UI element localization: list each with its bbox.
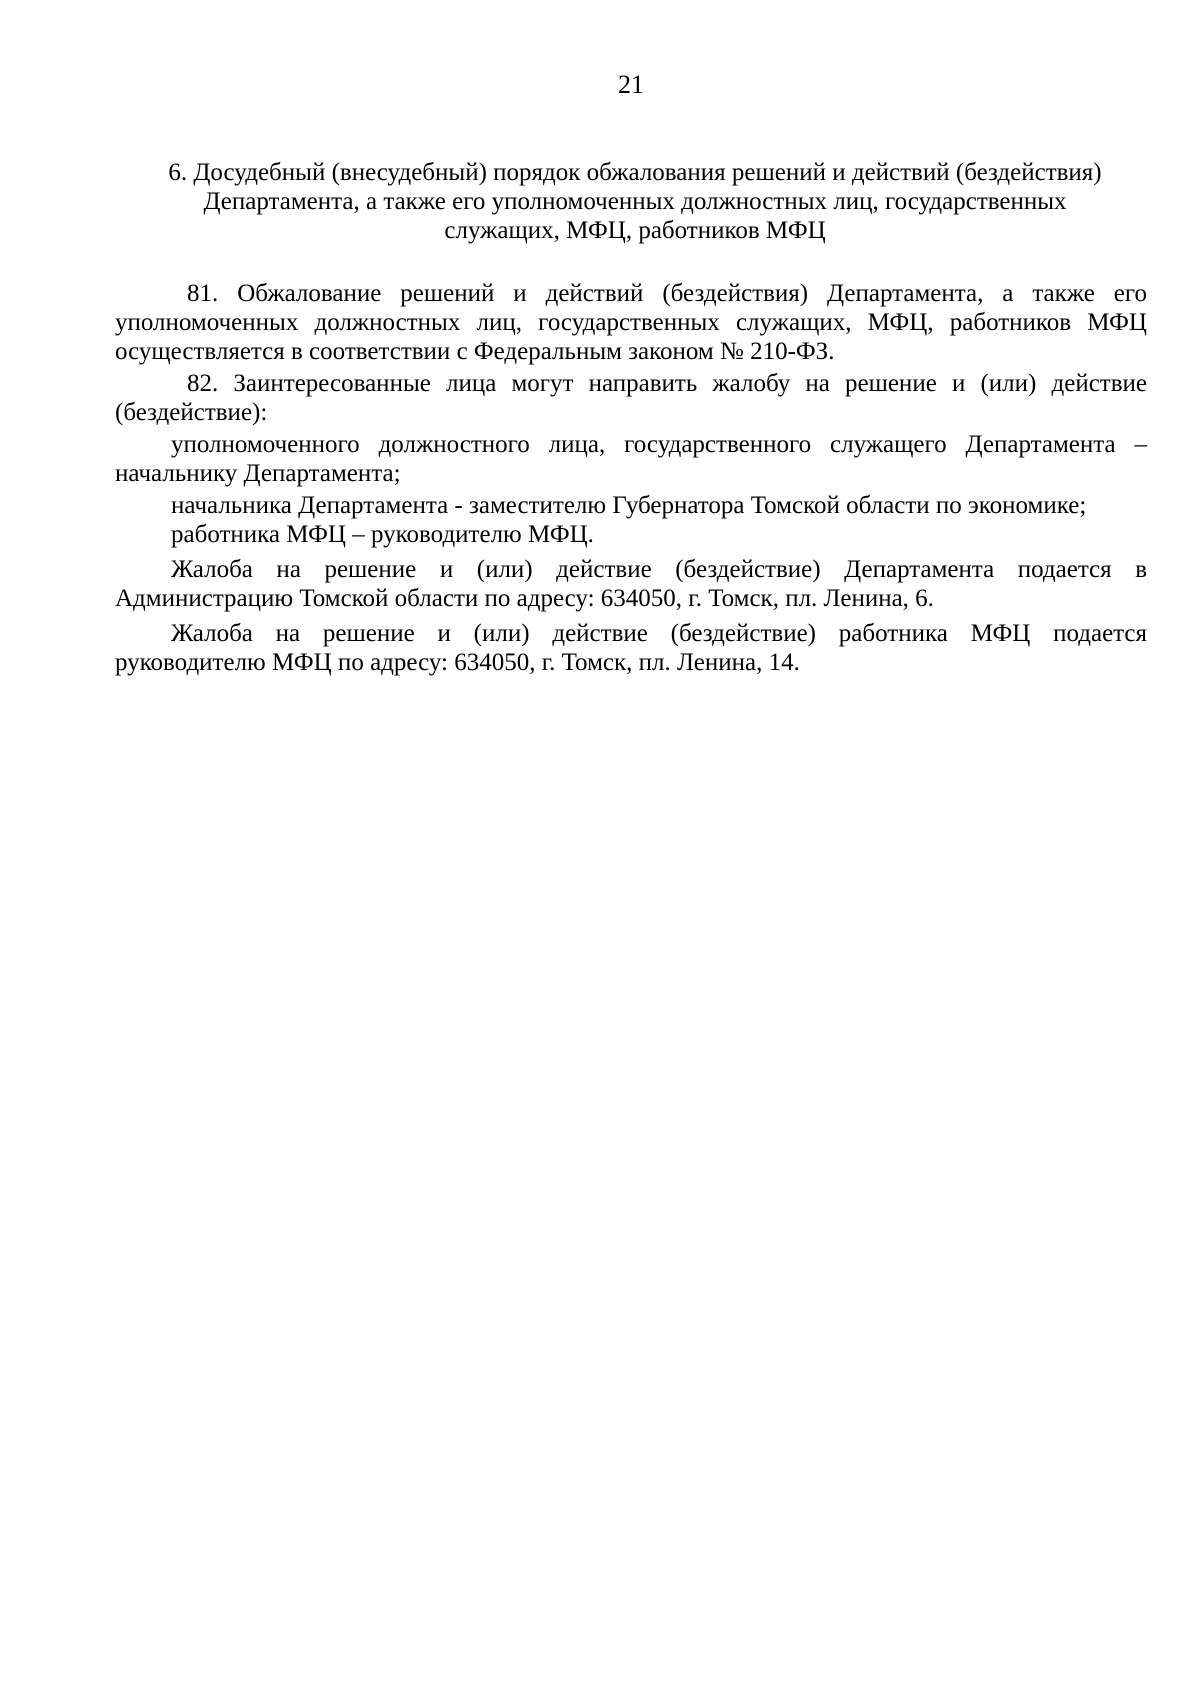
document-body	[115, 279, 1147, 677]
paragraph-complaint-mfc: Жалоба на решение и (или) действие (бездействие) работника МФЦ подается руководителю МФЦ по адресу: 634050, г. Томск, пл. Ленина, 14.	[115, 620, 1147, 676]
section-title-line-3: служащих, МФЦ, работников МФЦ	[444, 217, 826, 244]
paragraph-82: 82. Заинтересованные лица могут направить жалобу на решение и (или) действие (бездействие):	[115, 370, 1147, 426]
section-title-line-2: Департамента, а также его уполномоченных должностных лиц, государственных	[203, 188, 1067, 215]
paragraph-82-item-official: уполномоченного должностного лица, государственного служащего Департамента – начальнику Департамента;	[115, 431, 1147, 487]
paragraph-82-item-mfc: работника МФЦ – руководителю МФЦ.	[171, 521, 594, 548]
paragraph-82-item-head: начальника Департамента - заместителю Губернатора Томской области по экономике;	[171, 492, 1087, 519]
section-title-line-1: 6. Досудебный (внесудебный) порядок обжалования решений и действий (бездействия)	[168, 159, 1102, 186]
section-title	[120, 158, 1150, 245]
page-number: 21	[618, 70, 644, 99]
paragraph-81: 81. Обжалование решений и действий (бездействия) Департамента, а также его уполномоченных должностных лиц, государственных служащих, МФЦ, работников МФЦ осуществляется в соответствии с Федеральным законом № 210-ФЗ.	[115, 280, 1147, 365]
paragraph-complaint-department: Жалоба на решение и (или) действие (бездействие) Департамента подается в Администрацию Томской области по адресу: 634050, г. Томск, пл. Ленина, 6.	[115, 556, 1147, 612]
